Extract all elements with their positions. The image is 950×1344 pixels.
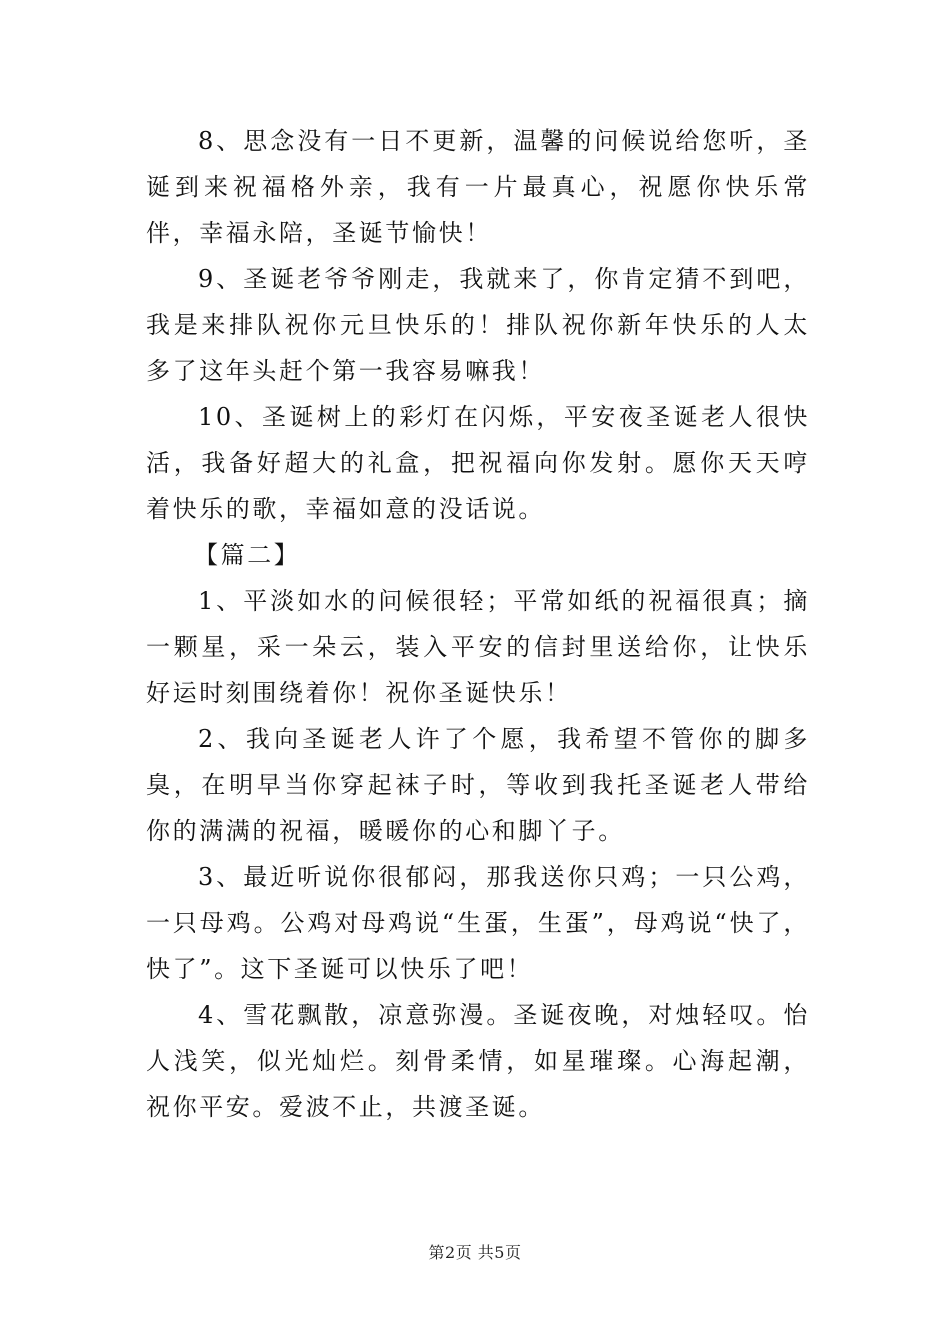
paragraph-1: 1、平淡如水的问候很轻；平常如纸的祝福很真；摘一颗星，采一朵云，装入平安的信封里送给你，让快乐好运时刻围绕着你！祝你圣诞快乐！ bbox=[146, 587, 810, 707]
paragraph-4: 4、雪花飘散，凉意弥漫。圣诞夜晚，对烛轻叹。怡人浅笑，似光灿烂。刻骨柔情，如星璀璨。心海起潮，祝你平安。爱波不止，共渡圣诞。 bbox=[146, 1001, 810, 1121]
paragraph-3: 3、最近听说你很郁闷，那我送你只鸡；一只公鸡，一只母鸡。公鸡对母鸡说“生蛋，生蛋”，母鸡说“快了，快了”。这下圣诞可以快乐了吧！ bbox=[146, 863, 810, 983]
page-footer: 第2页 共5页 bbox=[428, 1243, 522, 1262]
paragraph-8: 8、思念没有一日不更新，温馨的问候说给您听，圣诞到来祝福格外亲，我有一片最真心，祝愿你快乐常伴，幸福永陪，圣诞节愉快！ bbox=[146, 127, 810, 247]
paragraph-9: 9、圣诞老爷爷刚走，我就来了，你肯定猜不到吧，我是来排队祝你元旦快乐的！排队祝你新年快乐的人太多了这年头赶个第一我容易嘛我！ bbox=[146, 265, 810, 385]
paragraph-2: 2、我向圣诞老人许了个愿，我希望不管你的脚多臭，在明早当你穿起袜子时，等收到我托圣诞老人带给你的满满的祝福，暖暖你的心和脚丫子。 bbox=[146, 725, 810, 845]
paragraph-10: 10、圣诞树上的彩灯在闪烁，平安夜圣诞老人很快活，我备好超大的礼盒，把祝福向你发射。愿你天天哼着快乐的歌，幸福如意的没话说。 bbox=[146, 403, 810, 523]
document-body bbox=[146, 118, 810, 1130]
section-heading: 【篇二】 bbox=[194, 541, 301, 569]
